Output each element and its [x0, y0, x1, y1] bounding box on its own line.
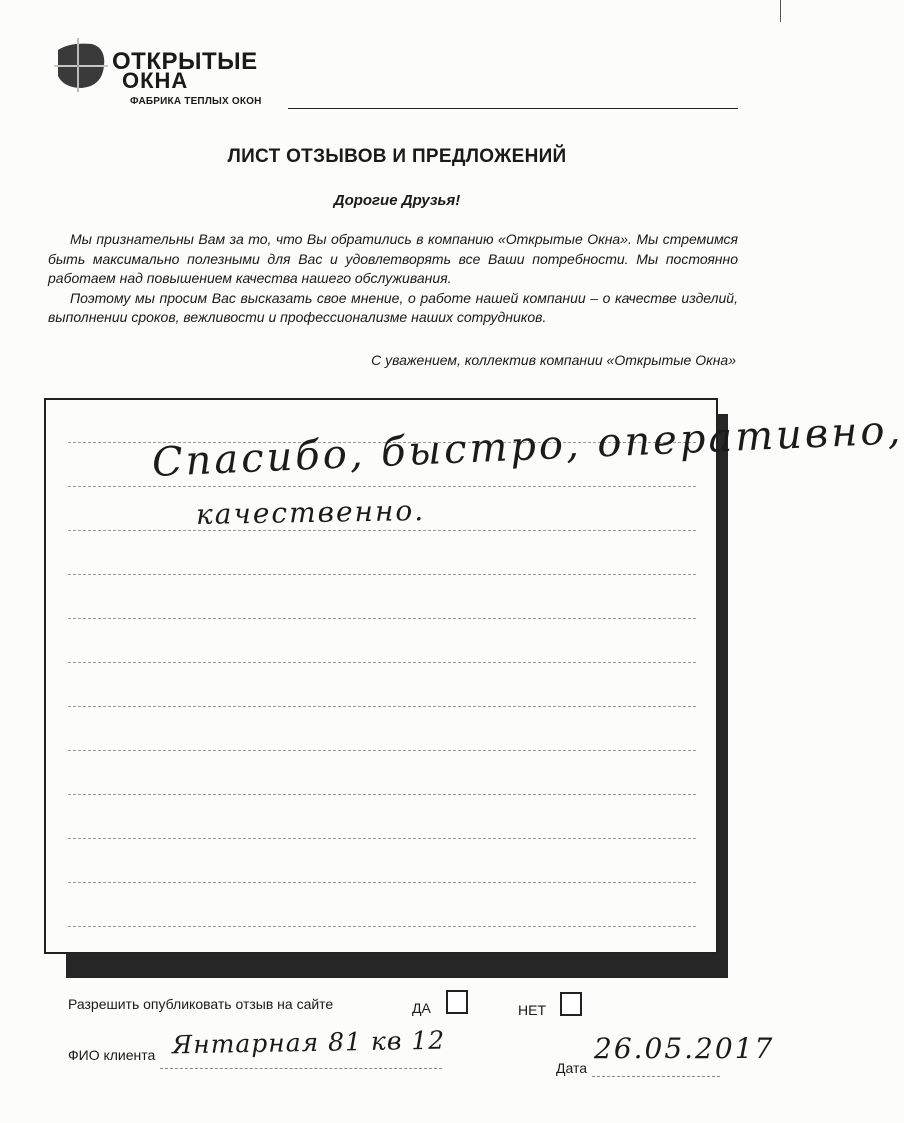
publish-yes-label: ДА — [412, 1000, 431, 1016]
logo-line1: ОТКРЫТЫЕ — [112, 48, 258, 75]
guide-line — [68, 838, 696, 839]
publish-no-label: НЕТ — [518, 1002, 546, 1018]
scan-mark — [780, 0, 781, 22]
client-name-underline — [160, 1068, 442, 1069]
publish-permission-label: Разрешить опубликовать отзыв на сайте — [68, 996, 334, 1012]
publish-yes-checkbox[interactable] — [446, 990, 468, 1014]
header-rule — [288, 108, 738, 109]
feedback-text-line2: качественно. — [195, 494, 426, 531]
intro-paragraph-1: Мы признательны Вам за то, что Вы обратились в компанию «Открытые Окна». Мы стремимся быть максимально полезными для Вас и удовлетворять все Ваши потребности. Мы постоянно работаем над повышением качества нашего обслуживания. — [48, 231, 738, 286]
guide-line — [68, 882, 696, 883]
greeting: Дорогие Друзья! — [333, 192, 461, 209]
guide-line — [68, 750, 696, 751]
feedback-box[interactable] — [44, 398, 718, 954]
logo-line2: ОКНА — [122, 68, 189, 93]
guide-line — [68, 486, 696, 487]
feedback-text-line1: Спасибо, быстро, оперативно, — [150, 407, 904, 486]
guide-line — [68, 530, 696, 531]
guide-line — [68, 794, 696, 795]
sheet-title: ЛИСТ ОТЗЫВОВ И ПРЕДЛОЖЕНИЙ — [227, 146, 567, 167]
client-name-label: ФИО клиента — [68, 1047, 156, 1063]
guide-line — [68, 618, 696, 619]
intro-paragraph-2: Поэтому мы просим Вас высказать свое мнение, о работе нашей компании – о качестве изделий, выполнении сроков, вежливости и профессионализме наших сотрудников. — [48, 289, 738, 325]
date-underline — [592, 1076, 720, 1077]
guide-line — [68, 926, 696, 927]
logo-mark-icon — [52, 36, 110, 94]
guide-line — [68, 706, 696, 707]
date-field[interactable]: 26.05.2017 — [594, 1032, 775, 1065]
date-label: Дата — [556, 1060, 588, 1076]
logo-tagline: ФАБРИКА ТЕПЛЫХ ОКОН — [130, 96, 262, 107]
client-name-field[interactable]: Янтарная 81 кв 12 — [171, 1025, 446, 1060]
regards-signature: С уважением, коллектив компании «Открытые Окна» — [371, 352, 736, 368]
guide-line — [68, 574, 696, 575]
publish-no-checkbox[interactable] — [560, 992, 582, 1016]
intro-text — [48, 230, 738, 328]
guide-line — [68, 662, 696, 663]
